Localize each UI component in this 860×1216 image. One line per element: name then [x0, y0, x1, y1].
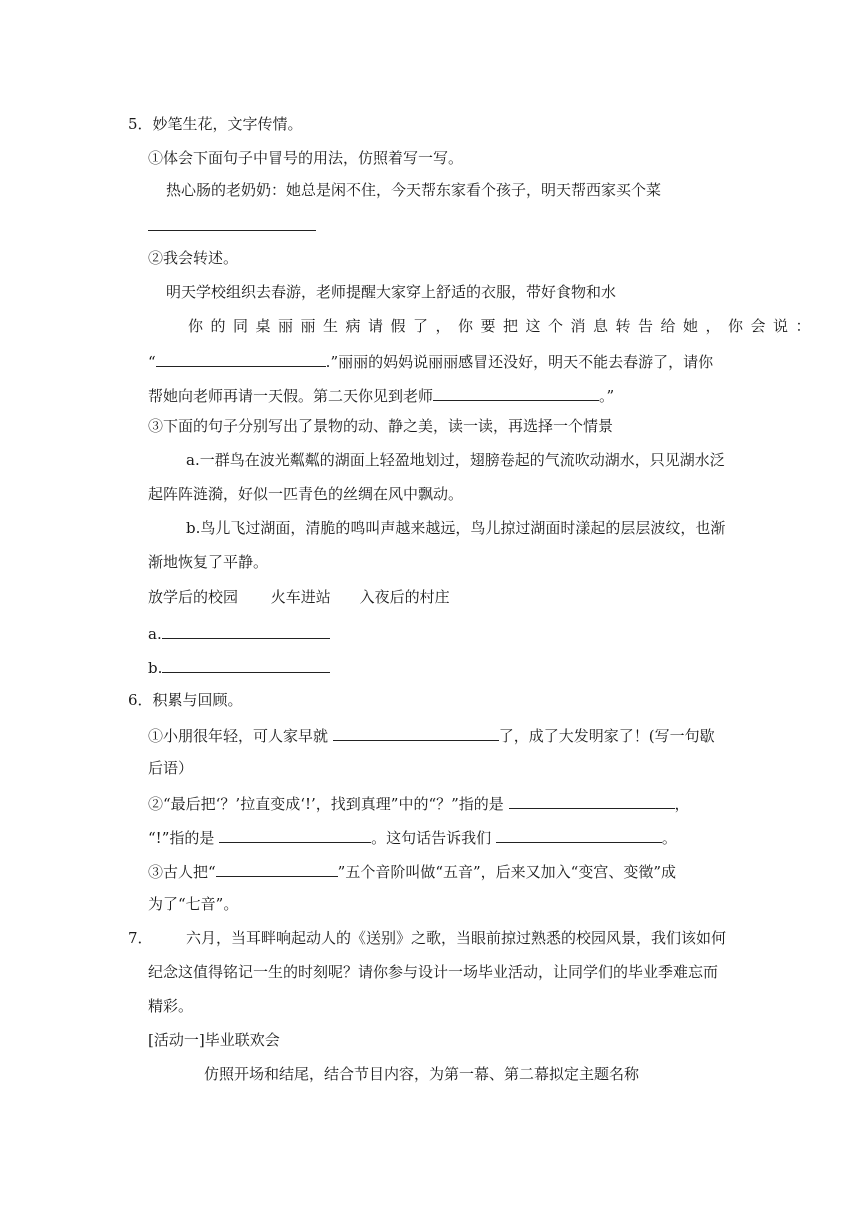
q5-part3-a-line1: a.一群鸟在波光粼粼的湖面上轻盈地划过，翅膀卷起的气流吹动湖水，只见湖水泛 — [186, 451, 725, 469]
q7-line2: 纪念这值得铭记一生的时刻呢？请你参与设计一场毕业活动，让同学们的毕业季难忘而 — [148, 963, 719, 981]
q5-part2-title: ②我会转述。 — [148, 249, 239, 267]
q6-part2-line1 — [148, 792, 690, 814]
answer-blank[interactable] — [333, 724, 499, 741]
q6-part2-text3: 。这句话告诉我们 — [371, 829, 496, 847]
q6-part2-text2: “!”指的是 — [148, 829, 220, 847]
q5-part2-text1: 明天学校组织去春游，老师提醒大家穿上舒适的衣服，带好食物和水 — [166, 283, 617, 301]
q5-part3-b-line1: b.鸟儿飞过湖面，清脆的鸣叫声越来越远，鸟儿掠过湖面时漾起的层层波纹，也渐 — [186, 519, 726, 537]
period: 。 — [661, 829, 677, 847]
q6-part2-text: ②“最后把‘？’拉直变成‘!’，找到真理”中的“？”指的是 — [148, 795, 509, 813]
q5-part2-text2 — [188, 316, 819, 336]
answer-label: a. — [148, 625, 162, 643]
q5-part3-options — [148, 587, 450, 607]
q5-part2-text4 — [148, 384, 614, 406]
quote-close: 。” — [599, 387, 615, 405]
answer-blank[interactable] — [433, 384, 599, 401]
q6-part3-line2: 为了“七音”。 — [148, 895, 239, 913]
q6-part3-text: ③古人把“ — [148, 863, 216, 881]
q6-part1-line1 — [148, 724, 715, 746]
q5-part2-text4-content: 帮她向老师再请一天假。第二天你见到老师 — [148, 387, 434, 405]
q5-heading — [128, 114, 303, 134]
q6-part3-line1 — [148, 860, 676, 882]
q7-line1: 六月，当耳畔响起动人的《送别》之歌，当眼前掠过熟悉的校园风景，我们该如何 — [186, 929, 727, 947]
option-item: 入夜后的村庄 — [359, 588, 450, 606]
q5-number: 5． — [128, 115, 153, 133]
q5-part3-answer-b — [148, 656, 330, 678]
q6-part3-text-end: ”五个音阶叫做“五音”，后来又加入“变宫、变徵”成 — [337, 863, 677, 881]
q5-part3-answer-a — [148, 622, 330, 644]
option-item: 火车进站 — [270, 588, 331, 606]
q6-part1-text: ①小朋很年轻，可人家早就 — [148, 727, 333, 745]
q5-part2-text3 — [148, 350, 713, 372]
comma: ， — [674, 795, 690, 813]
q7-activity-title: [活动一]毕业联欢会 — [148, 1031, 280, 1049]
answer-blank[interactable] — [148, 214, 316, 231]
option-item: 放学后的校园 — [148, 588, 239, 606]
q6-part1-line2: 后语） — [148, 759, 194, 777]
q7-line3: 精彩。 — [148, 997, 194, 1015]
q6-title: 积累与回顾。 — [152, 691, 243, 709]
q5-part1-example: 热心肠的老奶奶：她总是闲不住，今天帮东家看个孩子，明天帮西家买个菜 — [166, 181, 662, 199]
q5-part2-text2-content: 你的同桌丽丽生病请假了，你要把这个消息转告给她，你会说： — [188, 317, 819, 335]
q5-part1-title: ①体会下面句子中冒号的用法，仿照着写一写。 — [148, 149, 464, 167]
answer-blank[interactable] — [156, 350, 326, 367]
q7-number: 7． — [128, 929, 153, 947]
q7-activity-text: 仿照开场和结尾，结合节目内容，为第一幕、第二幕拟定主题名称 — [204, 1065, 640, 1083]
answer-blank[interactable] — [162, 622, 330, 639]
answer-blank[interactable] — [496, 826, 662, 843]
q5-part1-answer[interactable] — [148, 214, 316, 236]
q5-part2-text3-content: .”丽丽的妈妈说丽丽感冒还没好，明天不能去春游了，请你 — [325, 353, 714, 371]
answer-blank[interactable] — [162, 656, 330, 673]
answer-blank[interactable] — [509, 792, 675, 809]
answer-label: b. — [148, 659, 163, 677]
q6-part2-line2 — [148, 826, 677, 848]
q6-part1-text-end: 了，成了大发明家了！(写一句歇 — [498, 727, 715, 745]
q6-number: 6． — [128, 691, 153, 709]
answer-blank[interactable] — [219, 826, 371, 843]
quote-open: “ — [148, 353, 156, 371]
q5-part3-b-line2: 渐地恢复了平静。 — [148, 553, 269, 571]
q6-heading — [128, 690, 243, 710]
answer-blank[interactable] — [216, 860, 338, 877]
q5-part3-title: ③下面的句子分别写出了景物的动、静之美，读一读，再选择一个情景 — [148, 417, 614, 435]
q5-title: 妙笔生花，文字传情。 — [152, 115, 303, 133]
q5-part3-a-line2: 起阵阵涟漪，好似一匹青色的丝绸在风中飘动。 — [148, 485, 464, 503]
